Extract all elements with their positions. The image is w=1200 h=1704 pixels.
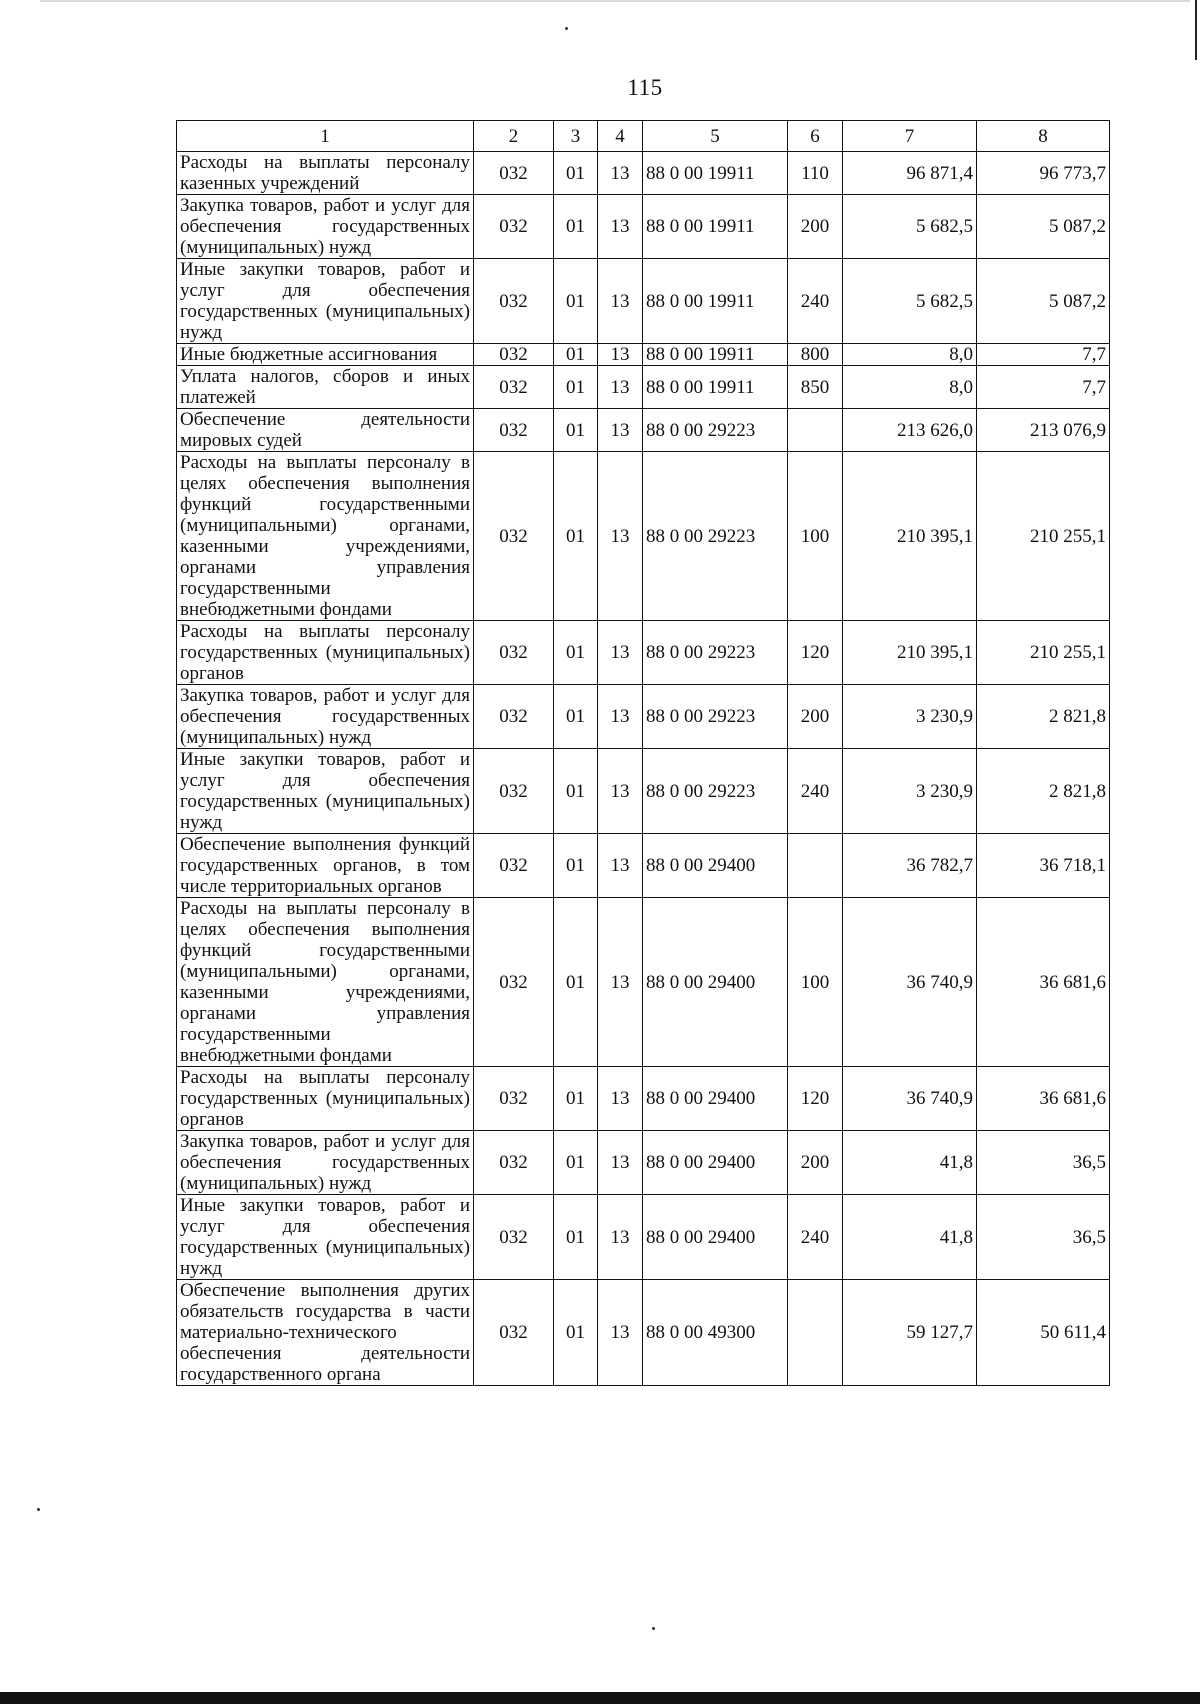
table-row: [177, 409, 1110, 452]
row-section-cell: 01: [554, 898, 598, 1067]
row-section-cell: 01: [554, 1195, 598, 1280]
row-subsection-cell: 13: [598, 1067, 643, 1131]
row-amount-col7-cell: 3 230,9: [843, 749, 977, 834]
row-section-cell: 01: [554, 409, 598, 452]
row-amount-col7-cell: 41,8: [843, 1195, 977, 1280]
row-amount-col8-cell: 210 255,1: [977, 452, 1110, 621]
row-expense-type-cell: 120: [788, 1067, 843, 1131]
row-name-cell: Иные закупки товаров, работ и услуг для обеспечения государственных (муниципальных) нужд: [177, 749, 474, 834]
row-admin-code-cell: 032: [474, 621, 554, 685]
row-target-article-cell: 88 0 00 29223: [643, 621, 788, 685]
row-subsection-cell: 13: [598, 409, 643, 452]
row-amount-col8-cell: 36 718,1: [977, 834, 1110, 898]
row-amount-col8-cell: 213 076,9: [977, 409, 1110, 452]
row-expense-type-cell: 200: [788, 195, 843, 259]
row-admin-code-cell: 032: [474, 749, 554, 834]
row-amount-col8-cell: 2 821,8: [977, 685, 1110, 749]
row-subsection-cell: 13: [598, 452, 643, 621]
col-header-8: 8: [977, 121, 1110, 152]
scan-edge-top: [40, 0, 1190, 2]
row-target-article-cell: 88 0 00 29223: [643, 409, 788, 452]
scan-speck: [37, 1508, 40, 1511]
row-expense-type-cell: 800: [788, 344, 843, 366]
row-amount-col8-cell: 36 681,6: [977, 1067, 1110, 1131]
row-subsection-cell: 13: [598, 685, 643, 749]
table-row: [177, 749, 1110, 834]
row-expense-type-cell: 240: [788, 749, 843, 834]
row-amount-col8-cell: 5 087,2: [977, 195, 1110, 259]
row-expense-type-cell: [788, 834, 843, 898]
row-section-cell: 01: [554, 1067, 598, 1131]
col-header-2: 2: [474, 121, 554, 152]
table-header: [177, 121, 1110, 152]
row-name-cell: Расходы на выплаты персоналу казенных учреждений: [177, 152, 474, 195]
row-amount-col7-cell: 8,0: [843, 344, 977, 366]
col-header-1: 1: [177, 121, 474, 152]
row-subsection-cell: 13: [598, 195, 643, 259]
row-amount-col8-cell: 2 821,8: [977, 749, 1110, 834]
row-subsection-cell: 13: [598, 1195, 643, 1280]
row-amount-col8-cell: 210 255,1: [977, 621, 1110, 685]
row-subsection-cell: 13: [598, 152, 643, 195]
table-row: [177, 621, 1110, 685]
row-target-article-cell: 88 0 00 19911: [643, 366, 788, 409]
row-expense-type-cell: 200: [788, 685, 843, 749]
row-amount-col7-cell: 3 230,9: [843, 685, 977, 749]
row-admin-code-cell: 032: [474, 685, 554, 749]
row-amount-col8-cell: 36 681,6: [977, 898, 1110, 1067]
col-header-5: 5: [643, 121, 788, 152]
scan-speck: [565, 27, 568, 30]
col-header-6: 6: [788, 121, 843, 152]
row-admin-code-cell: 032: [474, 1195, 554, 1280]
row-target-article-cell: 88 0 00 19911: [643, 259, 788, 344]
row-name-cell: Иные бюджетные ассигнования: [177, 344, 474, 366]
row-target-article-cell: 88 0 00 29223: [643, 685, 788, 749]
table-row: [177, 366, 1110, 409]
row-amount-col7-cell: 5 682,5: [843, 259, 977, 344]
row-admin-code-cell: 032: [474, 259, 554, 344]
row-amount-col8-cell: 5 087,2: [977, 259, 1110, 344]
col-header-4: 4: [598, 121, 643, 152]
row-admin-code-cell: 032: [474, 898, 554, 1067]
row-section-cell: 01: [554, 195, 598, 259]
row-name-cell: Обеспечение деятельности мировых судей: [177, 409, 474, 452]
row-admin-code-cell: 032: [474, 195, 554, 259]
row-name-cell: Закупка товаров, работ и услуг для обеспечения государственных (муниципальных) нужд: [177, 1131, 474, 1195]
row-target-article-cell: 88 0 00 29223: [643, 452, 788, 621]
row-section-cell: 01: [554, 344, 598, 366]
row-expense-type-cell: 240: [788, 1195, 843, 1280]
row-amount-col7-cell: 213 626,0: [843, 409, 977, 452]
table-row: [177, 195, 1110, 259]
row-amount-col8-cell: 96 773,7: [977, 152, 1110, 195]
row-amount-col8-cell: 7,7: [977, 366, 1110, 409]
row-section-cell: 01: [554, 1131, 598, 1195]
row-expense-type-cell: [788, 409, 843, 452]
row-name-cell: Расходы на выплаты персоналу государственных (муниципальных) органов: [177, 621, 474, 685]
row-expense-type-cell: 240: [788, 259, 843, 344]
table-row: [177, 1280, 1110, 1386]
row-admin-code-cell: 032: [474, 366, 554, 409]
budget-table: [176, 120, 1110, 1386]
row-name-cell: Закупка товаров, работ и услуг для обеспечения государственных (муниципальных) нужд: [177, 195, 474, 259]
row-amount-col8-cell: 36,5: [977, 1195, 1110, 1280]
row-amount-col7-cell: 8,0: [843, 366, 977, 409]
row-expense-type-cell: 850: [788, 366, 843, 409]
table-row: [177, 1195, 1110, 1280]
row-admin-code-cell: 032: [474, 452, 554, 621]
row-subsection-cell: 13: [598, 749, 643, 834]
row-subsection-cell: 13: [598, 898, 643, 1067]
row-name-cell: Расходы на выплаты персоналу в целях обеспечения выполнения функций государственными (муниципальными) органами, казенными учреждениями, органами управления государственными внебюджетными фондами: [177, 452, 474, 621]
row-target-article-cell: 88 0 00 29400: [643, 1067, 788, 1131]
row-section-cell: 01: [554, 366, 598, 409]
row-name-cell: Обеспечение выполнения других обязательств государства в части материально-технического обеспечения деятельности государственного органа: [177, 1280, 474, 1386]
row-name-cell: Обеспечение выполнения функций государственных органов, в том числе территориальных органов: [177, 834, 474, 898]
row-target-article-cell: 88 0 00 29400: [643, 1131, 788, 1195]
row-target-article-cell: 88 0 00 19911: [643, 344, 788, 366]
row-expense-type-cell: 100: [788, 452, 843, 621]
col-header-7: 7: [843, 121, 977, 152]
row-admin-code-cell: 032: [474, 1280, 554, 1386]
row-name-cell: Иные закупки товаров, работ и услуг для обеспечения государственных (муниципальных) нужд: [177, 259, 474, 344]
row-subsection-cell: 13: [598, 1280, 643, 1386]
row-subsection-cell: 13: [598, 621, 643, 685]
row-subsection-cell: 13: [598, 259, 643, 344]
table-row: [177, 452, 1110, 621]
row-amount-col7-cell: 36 740,9: [843, 898, 977, 1067]
row-admin-code-cell: 032: [474, 1131, 554, 1195]
row-section-cell: 01: [554, 685, 598, 749]
table-row: [177, 685, 1110, 749]
row-name-cell: Закупка товаров, работ и услуг для обеспечения государственных (муниципальных) нужд: [177, 685, 474, 749]
row-amount-col7-cell: 210 395,1: [843, 621, 977, 685]
row-target-article-cell: 88 0 00 19911: [643, 195, 788, 259]
row-amount-col7-cell: 210 395,1: [843, 452, 977, 621]
table-body: [177, 152, 1110, 1386]
page-number: 115: [627, 75, 663, 100]
scan-edge-right: [1195, 0, 1197, 60]
table-row: [177, 834, 1110, 898]
row-amount-col7-cell: 59 127,7: [843, 1280, 977, 1386]
row-target-article-cell: 88 0 00 49300: [643, 1280, 788, 1386]
row-section-cell: 01: [554, 749, 598, 834]
row-subsection-cell: 13: [598, 1131, 643, 1195]
row-admin-code-cell: 032: [474, 152, 554, 195]
table-row: [177, 1131, 1110, 1195]
row-target-article-cell: 88 0 00 29400: [643, 834, 788, 898]
row-expense-type-cell: [788, 1280, 843, 1386]
row-target-article-cell: 88 0 00 19911: [643, 152, 788, 195]
table-row: [177, 898, 1110, 1067]
row-expense-type-cell: 120: [788, 621, 843, 685]
row-amount-col7-cell: 36 782,7: [843, 834, 977, 898]
row-expense-type-cell: 100: [788, 898, 843, 1067]
row-section-cell: 01: [554, 452, 598, 621]
row-section-cell: 01: [554, 1280, 598, 1386]
row-admin-code-cell: 032: [474, 1067, 554, 1131]
row-admin-code-cell: 032: [474, 409, 554, 452]
row-target-article-cell: 88 0 00 29400: [643, 898, 788, 1067]
table-row: [177, 152, 1110, 195]
row-name-cell: Расходы на выплаты персоналу государственных (муниципальных) органов: [177, 1067, 474, 1131]
row-subsection-cell: 13: [598, 366, 643, 409]
table-row: [177, 344, 1110, 366]
row-amount-col7-cell: 41,8: [843, 1131, 977, 1195]
row-name-cell: Уплата налогов, сборов и иных платежей: [177, 366, 474, 409]
row-target-article-cell: 88 0 00 29223: [643, 749, 788, 834]
col-header-3: 3: [554, 121, 598, 152]
row-expense-type-cell: 110: [788, 152, 843, 195]
row-amount-col8-cell: 36,5: [977, 1131, 1110, 1195]
row-section-cell: 01: [554, 152, 598, 195]
table-row: [177, 1067, 1110, 1131]
table-row: [177, 259, 1110, 344]
row-section-cell: 01: [554, 621, 598, 685]
row-admin-code-cell: 032: [474, 834, 554, 898]
row-subsection-cell: 13: [598, 344, 643, 366]
row-section-cell: 01: [554, 259, 598, 344]
row-amount-col8-cell: 7,7: [977, 344, 1110, 366]
row-subsection-cell: 13: [598, 834, 643, 898]
row-amount-col7-cell: 36 740,9: [843, 1067, 977, 1131]
scan-speck: [652, 1627, 655, 1630]
row-amount-col7-cell: 96 871,4: [843, 152, 977, 195]
row-section-cell: 01: [554, 834, 598, 898]
header-row: [177, 121, 1110, 152]
scan-edge-bottom: [0, 1692, 1200, 1704]
row-admin-code-cell: 032: [474, 344, 554, 366]
row-amount-col8-cell: 50 611,4: [977, 1280, 1110, 1386]
row-target-article-cell: 88 0 00 29400: [643, 1195, 788, 1280]
row-amount-col7-cell: 5 682,5: [843, 195, 977, 259]
row-expense-type-cell: 200: [788, 1131, 843, 1195]
row-name-cell: Расходы на выплаты персоналу в целях обеспечения выполнения функций государственными (муниципальными) органами, казенными учреждениями, органами управления государственными внебюджетными фондами: [177, 898, 474, 1067]
row-name-cell: Иные закупки товаров, работ и услуг для обеспечения государственных (муниципальных) нужд: [177, 1195, 474, 1280]
